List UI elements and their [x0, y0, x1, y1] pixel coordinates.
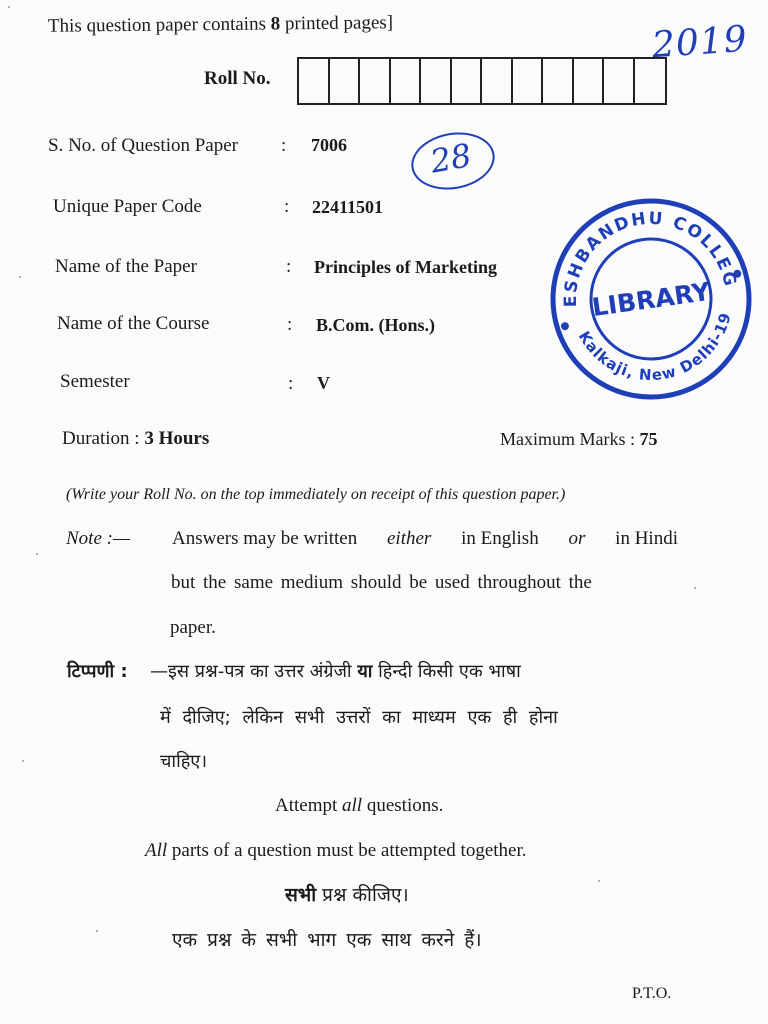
roll-no-label: Roll No. — [204, 68, 271, 89]
note-line-2: but the same medium should be used throughout the — [171, 572, 592, 593]
field-label-semester: Semester — [60, 371, 130, 392]
attempt-parts-together: All parts of a question must be attempted together. — [145, 840, 527, 861]
roll-no-instruction: (Write your Roll No. on the top immediately on receipt of this question paper.) — [66, 486, 566, 503]
field-value-paper-name: Principles of Marketing — [314, 257, 497, 277]
note-line-1: Answers may be written either in English or in Hindi — [172, 528, 678, 549]
maximum-marks: Maximum Marks : 75 — [500, 429, 658, 449]
field-colon: : — [288, 373, 294, 394]
handwritten-circled-number: 28 — [407, 126, 499, 196]
scan-speck — [694, 587, 696, 589]
scan-speck — [36, 553, 38, 555]
field-value-semester: V — [317, 373, 330, 393]
field-colon: : — [281, 135, 287, 156]
hindi-note-line-1: —इस प्रश्न-पत्र का उत्तर अंग्रेजी या हिन्दी किसी एक भाषा — [150, 661, 521, 682]
roll-no-box[interactable] — [452, 59, 483, 103]
roll-no-box[interactable] — [360, 59, 391, 103]
field-value-serial: 7006 — [311, 135, 347, 155]
roll-no-box[interactable] — [330, 59, 361, 103]
field-label-paper-name: Name of the Paper — [55, 256, 197, 277]
field-colon: : — [286, 256, 292, 277]
note-line-3: paper. — [170, 617, 216, 638]
handwritten-year: 2019 — [650, 18, 749, 67]
field-value-paper-code: 22411501 — [312, 197, 384, 217]
roll-no-boxes[interactable] — [297, 57, 667, 105]
scan-speck — [8, 6, 10, 8]
stamp-bottom-text: Kalkaji, New Delhi-19 — [574, 310, 735, 385]
stamp-center-text: LIBRARY — [590, 276, 712, 323]
hindi-parts-together: एक प्रश्न के सभी भाग एक साथ करने हैं। — [172, 929, 482, 951]
pto-marker: P.T.O. — [632, 985, 672, 1002]
roll-no-box[interactable] — [299, 59, 330, 103]
roll-no-box[interactable] — [513, 59, 544, 103]
attempt-all-questions: Attempt all questions. — [275, 795, 444, 816]
roll-no-box[interactable] — [604, 59, 635, 103]
note-label: Note :— — [66, 528, 130, 549]
field-label-serial: S. No. of Question Paper — [48, 135, 238, 156]
header-page-count: This question paper contains 8 printed pages] — [47, 12, 394, 37]
hindi-note-line-2: में दीजिए; लेकिन सभी उत्तरों का माध्यम एक ही होना — [160, 707, 558, 728]
scan-speck — [598, 880, 600, 882]
roll-no-box[interactable] — [574, 59, 605, 103]
roll-no-box[interactable] — [482, 59, 513, 103]
library-stamp — [548, 196, 754, 402]
scan-speck — [19, 276, 21, 278]
field-colon: : — [287, 314, 293, 335]
field-label-course: Name of the Course — [57, 313, 210, 334]
roll-no-box[interactable] — [391, 59, 422, 103]
hindi-note-label: टिप्पणी : — [67, 661, 128, 682]
hindi-attempt-all: सभी प्रश्न कीजिए। — [285, 884, 409, 906]
duration: Duration : 3 Hours — [62, 428, 210, 449]
roll-no-box[interactable] — [543, 59, 574, 103]
scan-speck — [22, 760, 24, 762]
field-label-paper-code: Unique Paper Code — [53, 196, 202, 217]
stamp-top-text: DESHBANDHU COLLEGE — [560, 208, 741, 308]
field-colon: : — [284, 196, 290, 217]
field-value-course: B.Com. (Hons.) — [316, 315, 436, 335]
roll-no-box[interactable] — [635, 59, 666, 103]
hindi-note-line-3: चाहिए। — [160, 751, 208, 772]
roll-no-box[interactable] — [421, 59, 452, 103]
scan-speck — [96, 930, 98, 932]
